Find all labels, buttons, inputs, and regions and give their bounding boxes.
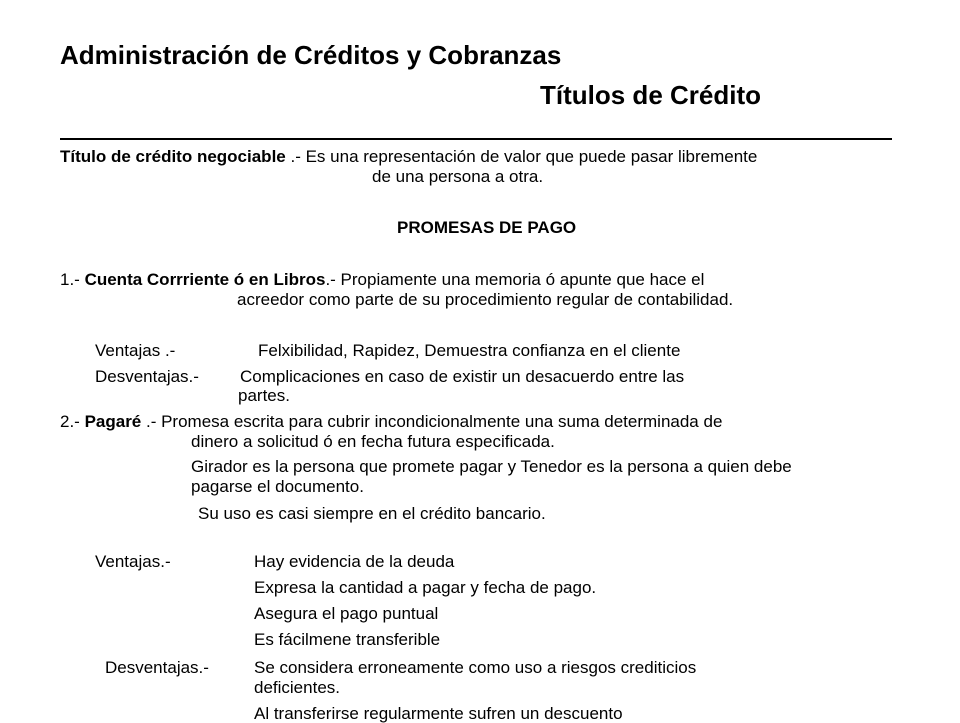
item-1-line-2: acreedor como parte de su procedimiento regular de contabilidad. [237, 290, 734, 309]
item-2-line-2: dinero a solicitud ó en fecha futura especificada. [191, 432, 555, 451]
item-1-desventajas-label: Desventajas.- [95, 367, 199, 386]
item-2-desventajas-line-2: deficientes. [254, 678, 340, 697]
item-1-ventajas-label: Ventajas .- [95, 341, 176, 360]
item-2-paragraph-2-line-2: pagarse el documento. [191, 477, 364, 496]
title-divider [60, 138, 892, 140]
item-1-number: 1.- [60, 270, 85, 289]
item-2-desventajas-line-3: Al transferirse regularmente sufren un descuento [254, 704, 623, 723]
page-title: Administración de Créditos y Cobranzas [60, 40, 562, 70]
item-2-ventajas-label: Ventajas.- [95, 552, 171, 571]
item-2-ventaja-item: Es fácilmene transferible [254, 630, 441, 649]
item-1-desventajas-line-1: Complicaciones en caso de existir un desacuerdo entre las [240, 367, 685, 386]
item-1-line-1 [60, 270, 704, 289]
item-2-ventaja-item: Hay evidencia de la deuda [254, 552, 455, 571]
item-1-text: .- Propiamente una memoria ó apunte que hace el [325, 270, 705, 289]
definition-separator: .- [285, 147, 306, 166]
item-2-desventajas-label: Desventajas.- [105, 658, 209, 677]
item-2-desventajas-line-1: Se considera erroneamente como uso a riesgos crediticios [254, 658, 697, 677]
item-2-ventaja-item: Asegura el pago puntual [254, 604, 439, 623]
item-1-term: Cuenta Corrriente ó en Libros [84, 270, 326, 289]
item-2-term: Pagaré [84, 412, 142, 431]
definition-term: Título de crédito negociable [60, 147, 286, 166]
page-subtitle: Títulos de Crédito [540, 80, 761, 110]
item-1-desventajas-line-2: partes. [238, 386, 290, 405]
item-2-paragraph-3: Su uso es casi siempre en el crédito bancario. [198, 504, 546, 523]
section-heading: PROMESAS DE PAGO [397, 218, 577, 237]
item-2-line-1 [60, 412, 722, 431]
item-2-paragraph-2-line-1: Girador es la persona que promete pagar y Tenedor es la persona a quien debe [191, 457, 792, 476]
item-2-number: 2.- [60, 412, 85, 431]
definition-line-2: de una persona a otra. [372, 167, 544, 186]
item-1-ventajas-text: Felxibilidad, Rapidez, Demuestra confianza en el cliente [258, 341, 681, 360]
definition-line-1 [60, 147, 757, 166]
item-2-text: .- Promesa escrita para cubrir incondicionalmente una suma determinada de [141, 412, 723, 431]
definition-text: Es una representación de valor que puede pasar libremente [305, 147, 758, 166]
item-2-ventaja-item: Expresa la cantidad a pagar y fecha de pago. [254, 578, 597, 597]
